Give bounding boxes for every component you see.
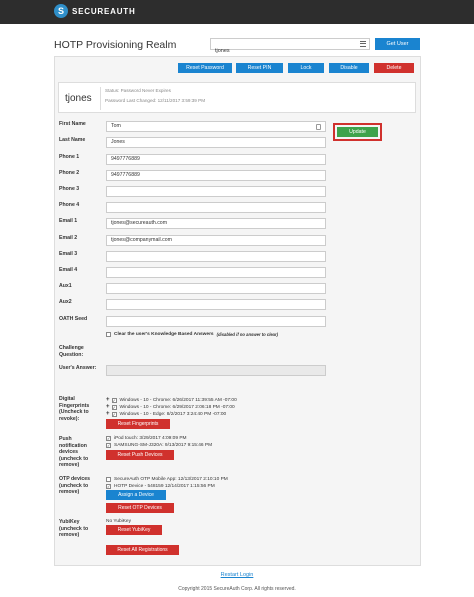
user-search-input[interactable] [211,46,351,56]
first-name-field[interactable] [106,121,326,132]
push-device-text: iPod touch: 3/29/2017 4:09:09 PM [114,436,187,441]
phone2-field[interactable]: 9497776889 [106,170,326,181]
phone2-label: Phone 2 [59,170,80,176]
logo-mark-icon: S [54,4,68,18]
update-button[interactable]: Update [337,127,378,137]
push-device-item[interactable] [106,436,187,441]
first-name-value: Tom [111,123,121,129]
reset-yubikey-button[interactable]: Reset YubiKey [106,525,162,535]
push-device-checkbox[interactable]: ✓ [107,443,111,448]
fingerprints-label: Digital Fingerprints (Uncheck to revoke): [59,396,90,422]
expand-plus-icon[interactable]: + [106,411,110,417]
reset-password-button[interactable]: Reset Password [178,63,232,73]
oath-seed-label: OATH Seed [59,316,88,322]
clear-kba-row[interactable] [106,332,278,337]
disable-button[interactable]: Disable [329,63,369,73]
secureauth-logo [54,4,136,18]
phone1-label: Phone 1 [59,154,80,160]
fingerprint-text: Windows - 10 - Chrome: 6/26/2017 11:39:55 AM -07:00 [119,397,237,403]
fingerprint-item[interactable] [106,397,237,403]
otp-device-checkbox[interactable]: ✓ [107,484,111,489]
fingerprint-text: Windows - 10 - Chrome: 6/29/2017 2:06:18 PM -07:00 [119,404,235,410]
clear-kba-note: (disabled if no answer to clear) [216,332,279,337]
email3-field[interactable] [106,251,326,262]
reset-push-devices-button[interactable]: Reset Push Devices [106,450,174,460]
get-user-button[interactable]: Get User [375,38,420,50]
fingerprint-checkbox[interactable]: ✓ [112,411,116,417]
push-device-checkbox[interactable]: ✓ [107,436,111,441]
push-device-text: SAMSUNG-SM-J320A: 9/13/2017 9:15:46 PM [114,443,213,448]
aux1-field[interactable] [106,283,326,294]
user-search-box[interactable] [210,38,370,50]
phone3-label: Phone 3 [59,186,80,192]
last-name-field[interactable]: Jones [106,137,326,148]
email1-field[interactable]: tjones@secureauth.com [106,218,326,229]
email1-label: Email 1 [59,218,78,224]
card-divider [100,87,101,110]
email2-field[interactable]: tjones@companymail.com [106,235,326,246]
reset-all-registrations-button[interactable]: Reset All Registrations [106,545,179,555]
phone3-field[interactable] [106,186,326,197]
reset-fingerprints-button[interactable]: Reset Fingerprints [106,419,170,429]
phone4-field[interactable] [106,202,326,213]
list-icon[interactable] [360,41,366,47]
push-devices-label: Push notification devices (uncheck to remove) [59,436,89,468]
fingerprint-text: Windows - 10 - Edge: 8/2/2017 3:24:40 PM -07:00 [119,411,227,417]
push-device-item[interactable] [106,443,212,448]
otp-device-item[interactable] [106,484,215,489]
logo-text: SECUREAUTH [72,6,136,16]
expand-plus-icon[interactable]: + [106,404,110,410]
aux2-field[interactable] [106,299,326,310]
page-title: HOTP Provisioning Realm [54,39,177,51]
expand-plus-icon[interactable]: + [106,397,110,403]
clear-kba-label: Clear the user's Knowledge Based Answers [114,332,214,337]
yubikey-status: No YubiKey [106,519,131,524]
email4-label: Email 4 [59,267,78,273]
fingerprint-checkbox[interactable]: ✓ [112,397,116,403]
users-answer-label: User's Answer: [59,365,97,371]
autofill-icon [316,124,321,130]
fingerprint-item[interactable] [106,404,235,410]
clear-kba-checkbox[interactable] [106,332,111,337]
password-last-changed: Password Last Changed: 12/11/2017 3:59:39 PM [105,98,206,103]
fingerprint-checkbox[interactable]: ✓ [112,404,116,410]
aux2-label: Aux2 [59,299,72,305]
fingerprint-item[interactable] [106,411,226,417]
last-name-label: Last Name [59,137,86,143]
yubikey-label: YubiKey (uncheck to remove) [59,519,89,538]
lock-button[interactable]: Lock [288,63,324,73]
delete-button[interactable]: Delete [374,63,414,73]
copyright-text: Copyright 2015 SecureAuth Corp. All rights reserved. [178,586,296,592]
first-name-label: First Name [59,121,86,127]
user-summary-card [58,82,416,113]
challenge-question-label: Challenge Question: [59,345,84,358]
otp-device-item[interactable] [106,477,228,482]
email3-label: Email 3 [59,251,78,257]
email4-field[interactable] [106,267,326,278]
otp-device-text: HOTP Device - 548159 12/14/2017 1:15:56 PM [114,484,215,489]
otp-devices-label: OTP devices (uncheck to remove) [59,476,91,495]
otp-device-text: SecureAuth OTP Mobile App: 12/13/2017 2:10:10 PM [114,477,228,482]
reset-pin-button[interactable]: Reset PIN [236,63,283,73]
phone4-label: Phone 4 [59,202,80,208]
oath-seed-field[interactable] [106,316,326,327]
phone1-field[interactable]: 9497776889 [106,154,326,165]
top-bar [0,0,474,24]
users-answer-field [106,365,326,376]
email2-label: Email 2 [59,235,78,241]
password-status: Status: Password Never Expires [105,88,171,93]
assign-device-button[interactable]: Assign a Device [106,490,166,500]
reset-otp-devices-button[interactable]: Reset OTP Devices [106,503,174,513]
otp-device-checkbox[interactable] [106,477,111,482]
aux1-label: Aux1 [59,283,72,289]
restart-login-link[interactable]: Restart Login [220,572,254,578]
username-display: tjones [65,93,92,104]
